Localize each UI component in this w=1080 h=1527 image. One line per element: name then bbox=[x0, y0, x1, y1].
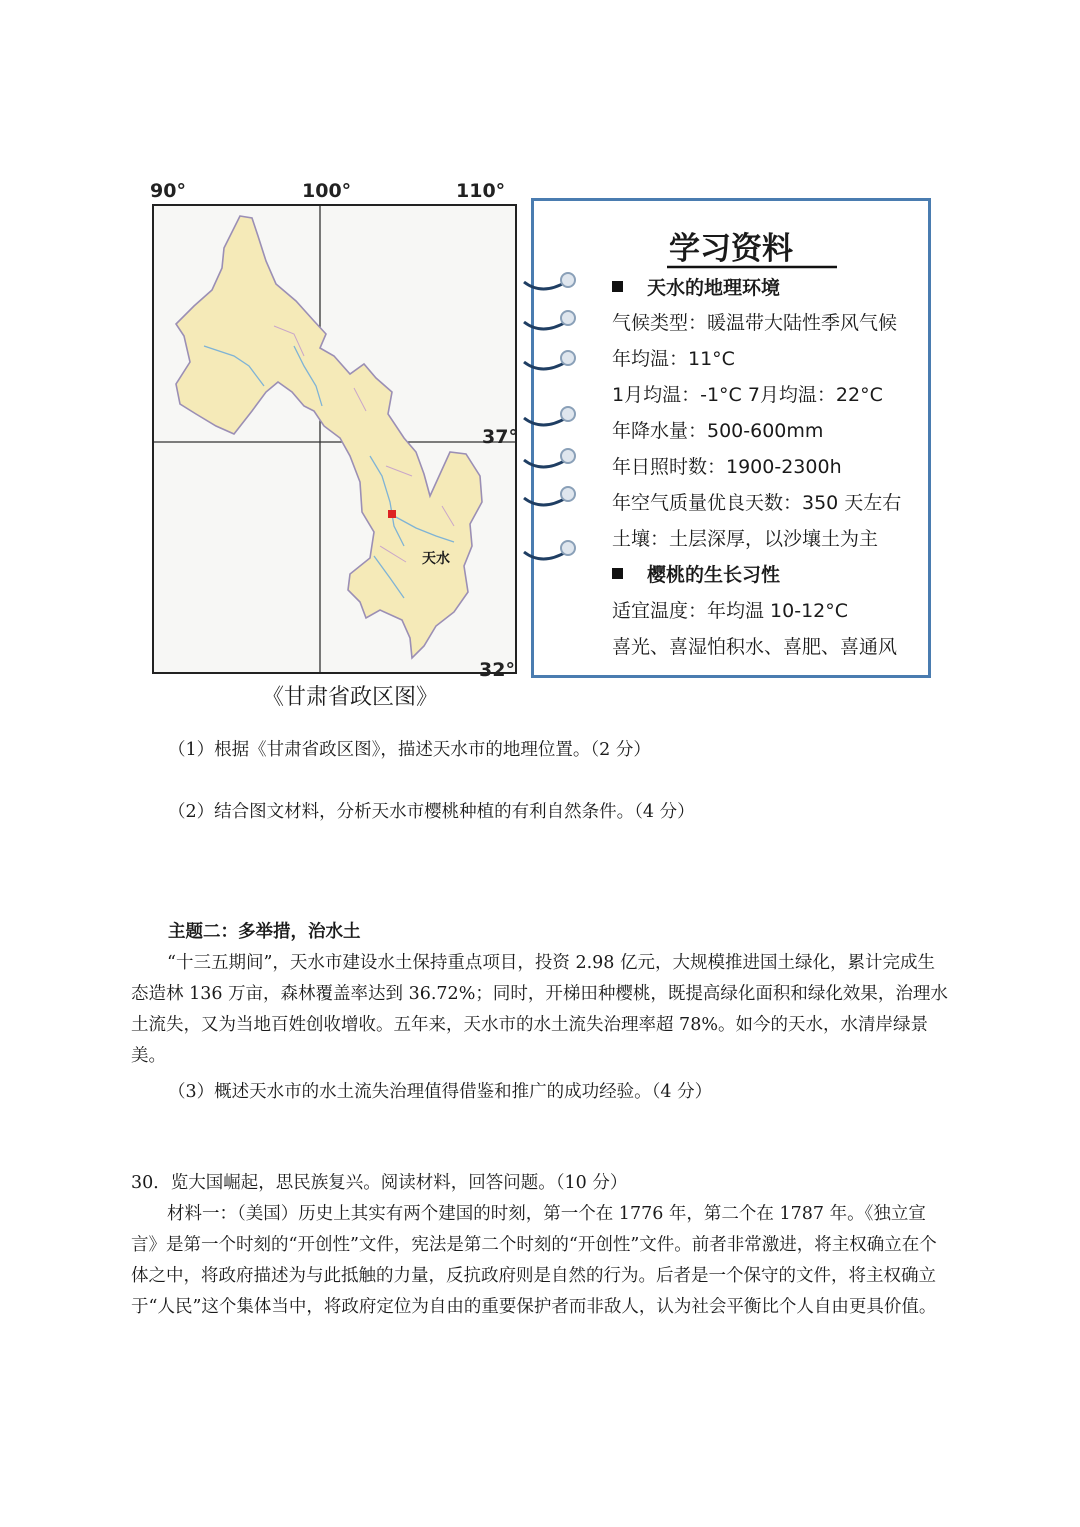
longitude-100-label: 100° bbox=[302, 180, 352, 202]
card-title: 学习资料 bbox=[669, 231, 793, 267]
longitude-110-label: 110° bbox=[456, 180, 506, 202]
lanzhou-marker bbox=[388, 510, 396, 518]
question-3: （3）概述天水市的水土流失治理值得借鉴和推广的成功经验。（4 分） bbox=[168, 1082, 713, 1102]
bullet-square-icon bbox=[612, 568, 623, 579]
card-line: 土壤：土层深厚，以沙壤土为主 bbox=[612, 528, 879, 550]
gansu-map-drawing bbox=[154, 206, 515, 672]
section-cherry: 樱桃的生长习性 bbox=[612, 560, 780, 587]
card-line: 年日照时数：1900-2300h bbox=[612, 456, 842, 478]
card-line: 年降水量：500-600mm bbox=[612, 420, 824, 442]
theme2-heading: 主题二：多举措，治水土 bbox=[168, 922, 361, 942]
question-30-stem: 30．览大国崛起，思民族复兴。阅读材料，回答问题。（10 分） bbox=[131, 1173, 628, 1193]
card-line: 1月均温：-1°C 7月均温：22°C bbox=[612, 384, 883, 406]
card-line: 气候类型：暖温带大陆性季风气候 bbox=[612, 312, 898, 334]
question-2: （2）结合图文材料，分析天水市樱桃种植的有利自然条件。（4 分） bbox=[168, 802, 695, 822]
card-line: 年均温：11°C bbox=[612, 348, 735, 370]
card-line: 年空气质量优良天数：350 天左右 bbox=[612, 492, 902, 514]
theme2-body: “十三五期间”，天水市建设水土保持重点项目，投资 2.98 亿元，大规模推进国土绿化，累计完成生态造林 136 万亩，森林覆盖率达到 36.72%；同时，开梯田种樱桃，既提高绿化面积和绿化效果，治理水土流失，又为当地百姓创收增收。五年来，天水市的水土流失治理率超 78%。如今的天水，水清岸绿景美。 bbox=[131, 953, 948, 1066]
bullet-square-icon bbox=[612, 281, 623, 292]
card-line: 喜光、喜湿怕积水、喜肥、喜通风 bbox=[612, 636, 898, 658]
latitude-37-label: 37° bbox=[482, 426, 518, 448]
study-material-card bbox=[531, 198, 931, 678]
tianshui-label: 天水 bbox=[422, 551, 450, 567]
gansu-province-shape bbox=[176, 216, 482, 658]
latitude-32-label: 32° bbox=[479, 659, 515, 681]
binder-rings-icon bbox=[520, 268, 580, 568]
longitude-90-label: 90° bbox=[150, 180, 186, 202]
card-line: 适宜温度：年均温 10-12°C bbox=[612, 600, 849, 622]
gansu-map bbox=[152, 204, 517, 674]
title-underline bbox=[667, 263, 837, 273]
section-geography: 天水的地理环境 bbox=[612, 273, 780, 300]
question-30-material1: 材料一：（美国）历史上其实有两个建国的时刻，第一个在 1776 年，第二个在 1787 年。《独立宣言》是第一个时刻的“开创性”文件，宪法是第二个时刻的“开创性”文件。前者非常激进，将主权确立在个体之中，将政府描述为与此抵触的力量，反抗政府则是自然的行为。后者是一个保守的文件，将主权确立于“人民”这个集体当中，将政府定位为自由的重要保护者而非敌人，认为社会平衡比个人自由更具价值。 bbox=[131, 1204, 937, 1317]
map-caption: 《甘肃省政区图》 bbox=[262, 685, 439, 710]
question-1: （1）根据《甘肃省政区图》，描述天水市的地理位置。（2 分） bbox=[168, 740, 651, 760]
